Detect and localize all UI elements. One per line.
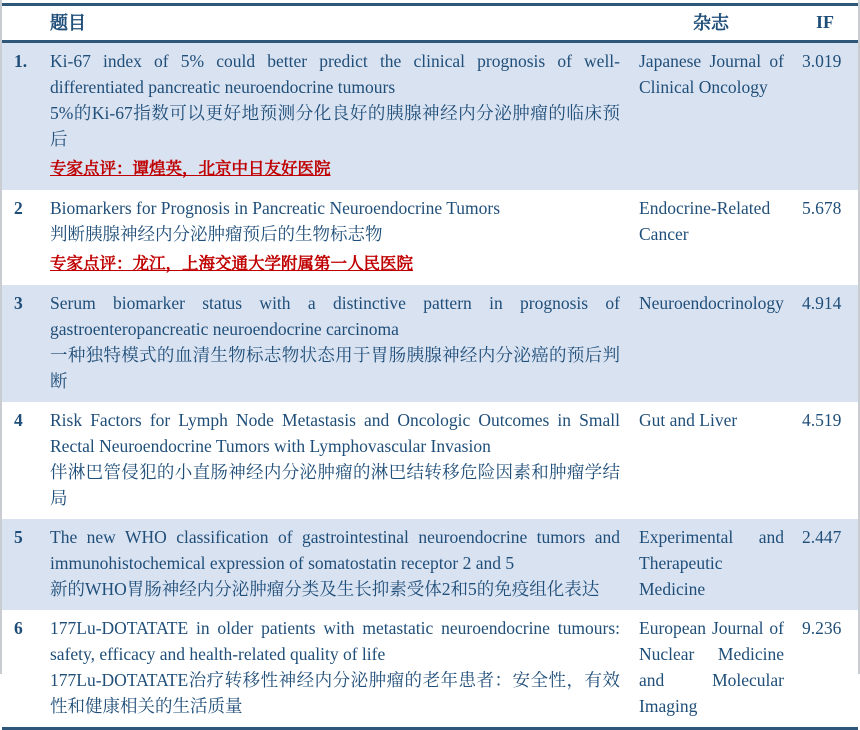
paper-title-cell: [42, 285, 630, 402]
row-number: 6: [14, 618, 23, 638]
expert-comment: 专家点评：谭煌英，北京中日友好医院: [50, 160, 331, 178]
journal-name: Neuroendocrinology: [639, 293, 784, 313]
impact-factor-value: 4.914: [802, 293, 842, 313]
table-row: [2, 42, 858, 191]
paper-title-en: The new WHO classification of gastrointestinal neuroendocrine tumors and immunohistochemical expression of somatostatin receptor 2 and 5: [50, 527, 620, 573]
table-row: [2, 519, 858, 610]
impact-factor-value: 5.678: [802, 198, 842, 218]
paper-title-zh: 一种独特模式的血清生物标志物状态用于胃肠胰腺神经内分泌癌的预后判断: [50, 345, 620, 391]
journal-name: Gut and Liver: [639, 410, 738, 430]
header-cell-impact-factor: IF: [792, 5, 858, 42]
impact-factor-value: 2.447: [802, 527, 842, 547]
paper-title-zh: 177Lu-DOTATATE治疗转移性神经内分泌肿瘤的老年患者：安全性，有效性和健康相关的生活质量: [50, 670, 620, 716]
header-cell-journal: 杂志: [630, 5, 792, 42]
table-header: [2, 5, 858, 42]
journal-name: Endocrine-Related Cancer: [639, 198, 771, 244]
row-number: 1.: [14, 51, 28, 71]
journal-name: European Journal of Nuclear Medicine and Molecular Imaging: [639, 618, 784, 716]
journal-name: Experimental and Therapeutic Medicine: [639, 527, 784, 599]
table-row: [2, 610, 858, 729]
paper-title-en: Biomarkers for Prognosis in Pancreatic Neuroendocrine Tumors: [50, 198, 501, 218]
paper-title-zh: 伴淋巴管侵犯的小直肠神经内分泌肿瘤的淋巴结转移危险因素和肿瘤学结局: [50, 462, 620, 508]
row-number: 2: [14, 198, 23, 218]
row-number: 5: [14, 527, 23, 547]
impact-factor-value: 9.236: [802, 618, 842, 638]
table-row: [2, 402, 858, 519]
impact-factor-value: 3.019: [802, 51, 842, 71]
paper-title-en: Risk Factors for Lymph Node Metastasis and Oncologic Outcomes in Small Rectal Neuroendocrine Tumors with Lymphovascular Invasion: [50, 410, 620, 456]
paper-title-cell: [42, 610, 630, 729]
paper-title-en: Ki-67 index of 5% could better predict the clinical prognosis of well-differentiated pancreatic neuroendocrine tumours: [50, 51, 620, 97]
paper-title-zh: 判断胰腺神经内分泌肿瘤预后的生物标志物: [50, 224, 383, 244]
table-row: [2, 285, 858, 402]
papers-table: [2, 3, 858, 730]
expert-comment: 专家点评：龙江，上海交通大学附属第一人民医院: [50, 255, 413, 273]
row-number: 4: [14, 410, 23, 430]
paper-title-cell: [42, 190, 630, 285]
paper-title-cell: [42, 42, 630, 191]
paper-title-cell: [42, 519, 630, 610]
paper-title-en: Serum biomarker status with a distinctive pattern in prognosis of gastroenteropancreatic neuroendocrine carcinoma: [50, 293, 620, 339]
paper-title-zh: 5%的Ki-67指数可以更好地预测分化良好的胰腺神经内分泌肿瘤的临床预后: [50, 103, 620, 149]
header-cell-number: [2, 5, 42, 42]
row-number: 3: [14, 293, 23, 313]
paper-title-en: 177Lu-DOTATATE in older patients with metastatic neuroendocrine tumours: safety, efficacy and health-related quality of life: [50, 618, 620, 664]
paper-title-cell: [42, 402, 630, 519]
paper-title-zh: 新的WHO胃肠神经内分泌肿瘤分类及生长抑素受体2和5的免疫组化表达: [50, 579, 600, 599]
header-cell-title: 题目: [42, 5, 630, 42]
table-row: [2, 190, 858, 285]
journal-name: Japanese Journal of Clinical Oncology: [639, 51, 784, 97]
header-row: [2, 5, 858, 42]
impact-factor-value: 4.519: [802, 410, 842, 430]
